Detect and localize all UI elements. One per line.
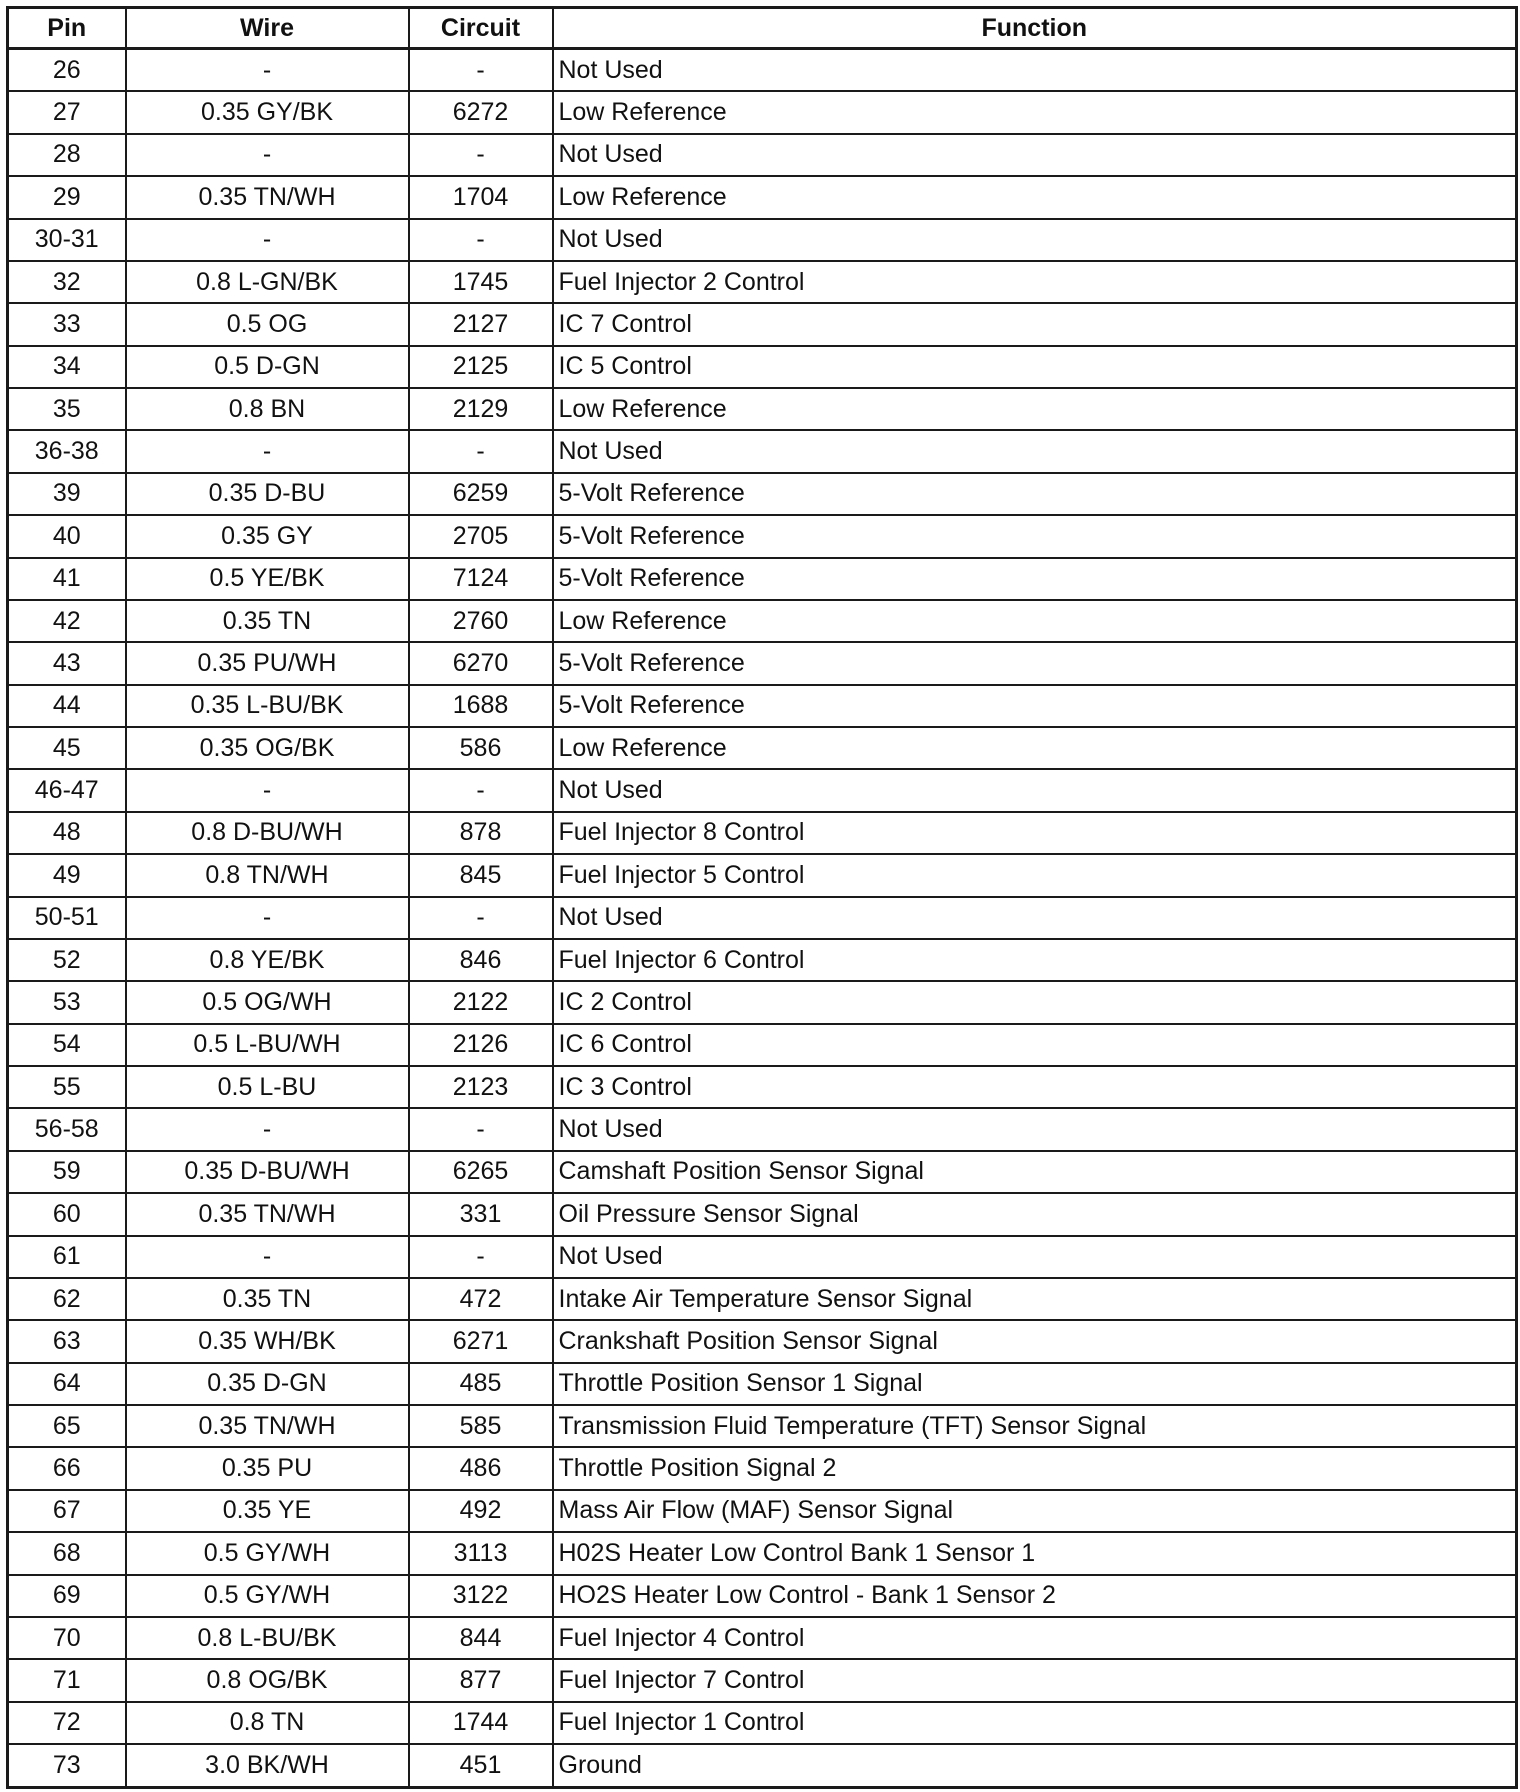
pin-cell: 66 xyxy=(8,1447,126,1489)
table-row xyxy=(8,812,1517,854)
function-cell: Camshaft Position Sensor Signal xyxy=(553,1151,1517,1193)
circuit-cell: 877 xyxy=(409,1659,553,1701)
function-cell: IC 3 Control xyxy=(553,1066,1517,1108)
circuit-cell: 585 xyxy=(409,1405,553,1447)
function-cell: Fuel Injector 2 Control xyxy=(553,261,1517,303)
wire-cell: - xyxy=(126,49,409,92)
circuit-cell: - xyxy=(409,1108,553,1150)
function-cell: 5-Volt Reference xyxy=(553,473,1517,515)
function-cell: Not Used xyxy=(553,134,1517,176)
wire-cell: 3.0 BK/WH xyxy=(126,1744,409,1787)
wire-cell: 0.35 YE xyxy=(126,1490,409,1532)
table-row xyxy=(8,1193,1517,1235)
function-cell: Mass Air Flow (MAF) Sensor Signal xyxy=(553,1490,1517,1532)
pin-cell: 48 xyxy=(8,812,126,854)
pin-cell: 29 xyxy=(8,176,126,218)
function-cell: Not Used xyxy=(553,219,1517,261)
table-row xyxy=(8,515,1517,557)
pin-cell: 46-47 xyxy=(8,769,126,811)
pin-cell: 39 xyxy=(8,473,126,515)
wire-cell: 0.5 D-GN xyxy=(126,346,409,388)
pin-cell: 52 xyxy=(8,939,126,981)
pin-cell: 65 xyxy=(8,1405,126,1447)
wire-cell: 0.35 GY xyxy=(126,515,409,557)
circuit-cell: 1704 xyxy=(409,176,553,218)
wire-cell: 0.35 L-BU/BK xyxy=(126,685,409,727)
circuit-cell: 3122 xyxy=(409,1575,553,1617)
function-cell: Throttle Position Sensor 1 Signal xyxy=(553,1363,1517,1405)
pin-cell: 32 xyxy=(8,261,126,303)
circuit-cell: 2122 xyxy=(409,981,553,1023)
table-body xyxy=(8,49,1517,1788)
header-wire: Wire xyxy=(126,8,409,49)
wire-cell: 0.5 YE/BK xyxy=(126,558,409,600)
circuit-cell: 492 xyxy=(409,1490,553,1532)
table-header xyxy=(8,8,1517,49)
pin-cell: 55 xyxy=(8,1066,126,1108)
function-cell: Not Used xyxy=(553,1108,1517,1150)
function-cell: Ground xyxy=(553,1744,1517,1787)
circuit-cell: - xyxy=(409,769,553,811)
circuit-cell: 331 xyxy=(409,1193,553,1235)
table-row xyxy=(8,1108,1517,1150)
wire-cell: 0.8 TN/WH xyxy=(126,854,409,896)
table-row xyxy=(8,134,1517,176)
table-row xyxy=(8,1320,1517,1362)
wire-cell: 0.35 PU/WH xyxy=(126,642,409,684)
pin-cell: 59 xyxy=(8,1151,126,1193)
pin-cell: 64 xyxy=(8,1363,126,1405)
function-cell: Oil Pressure Sensor Signal xyxy=(553,1193,1517,1235)
table-row xyxy=(8,176,1517,218)
wire-cell: 0.35 GY/BK xyxy=(126,91,409,133)
circuit-cell: 6272 xyxy=(409,91,553,133)
circuit-cell: 2127 xyxy=(409,303,553,345)
function-cell: IC 7 Control xyxy=(553,303,1517,345)
function-cell: Intake Air Temperature Sensor Signal xyxy=(553,1278,1517,1320)
function-cell: Low Reference xyxy=(553,727,1517,769)
table-row xyxy=(8,1659,1517,1701)
wire-cell: 0.35 TN xyxy=(126,1278,409,1320)
pin-cell: 35 xyxy=(8,388,126,430)
pin-cell: 62 xyxy=(8,1278,126,1320)
function-cell: Low Reference xyxy=(553,388,1517,430)
table-row xyxy=(8,1236,1517,1278)
wire-cell: 0.35 D-GN xyxy=(126,1363,409,1405)
circuit-cell: 844 xyxy=(409,1617,553,1659)
table-row xyxy=(8,49,1517,92)
wire-cell: 0.35 WH/BK xyxy=(126,1320,409,1362)
circuit-cell: 3113 xyxy=(409,1532,553,1574)
function-cell: HO2S Heater Low Control - Bank 1 Sensor 2 xyxy=(553,1575,1517,1617)
function-cell: Fuel Injector 6 Control xyxy=(553,939,1517,981)
circuit-cell: 586 xyxy=(409,727,553,769)
table-row xyxy=(8,430,1517,472)
pin-cell: 70 xyxy=(8,1617,126,1659)
function-cell: 5-Volt Reference xyxy=(553,685,1517,727)
wire-cell: 0.35 TN xyxy=(126,600,409,642)
circuit-cell: 472 xyxy=(409,1278,553,1320)
circuit-cell: 6265 xyxy=(409,1151,553,1193)
table-row xyxy=(8,1066,1517,1108)
wire-cell: 0.5 OG/WH xyxy=(126,981,409,1023)
function-cell: 5-Volt Reference xyxy=(553,515,1517,557)
circuit-cell: - xyxy=(409,219,553,261)
table-row xyxy=(8,473,1517,515)
wire-cell: 0.35 D-BU xyxy=(126,473,409,515)
pin-cell: 72 xyxy=(8,1702,126,1744)
function-cell: Not Used xyxy=(553,897,1517,939)
function-cell: Not Used xyxy=(553,769,1517,811)
table-row xyxy=(8,642,1517,684)
pin-cell: 56-58 xyxy=(8,1108,126,1150)
function-cell: 5-Volt Reference xyxy=(553,642,1517,684)
function-cell: Fuel Injector 5 Control xyxy=(553,854,1517,896)
table-row xyxy=(8,1024,1517,1066)
wire-cell: 0.8 L-GN/BK xyxy=(126,261,409,303)
table-row xyxy=(8,939,1517,981)
function-cell: Crankshaft Position Sensor Signal xyxy=(553,1320,1517,1362)
wire-cell: - xyxy=(126,134,409,176)
wire-cell: 0.8 L-BU/BK xyxy=(126,1617,409,1659)
pin-cell: 69 xyxy=(8,1575,126,1617)
table-row xyxy=(8,1617,1517,1659)
wire-cell: 0.5 GY/WH xyxy=(126,1575,409,1617)
circuit-cell: - xyxy=(409,1236,553,1278)
function-cell: H02S Heater Low Control Bank 1 Sensor 1 xyxy=(553,1532,1517,1574)
function-cell: Low Reference xyxy=(553,176,1517,218)
pin-cell: 27 xyxy=(8,91,126,133)
wire-cell: 0.8 D-BU/WH xyxy=(126,812,409,854)
pin-table xyxy=(6,6,1518,1789)
wire-cell: 0.8 BN xyxy=(126,388,409,430)
pin-cell: 33 xyxy=(8,303,126,345)
circuit-cell: 2126 xyxy=(409,1024,553,1066)
pin-cell: 54 xyxy=(8,1024,126,1066)
wire-cell: 0.35 OG/BK xyxy=(126,727,409,769)
table-row xyxy=(8,303,1517,345)
table-row xyxy=(8,91,1517,133)
wire-cell: 0.8 TN xyxy=(126,1702,409,1744)
table-row xyxy=(8,727,1517,769)
function-cell: Not Used xyxy=(553,430,1517,472)
circuit-cell: - xyxy=(409,49,553,92)
circuit-cell: 6259 xyxy=(409,473,553,515)
function-cell: Fuel Injector 1 Control xyxy=(553,1702,1517,1744)
pin-cell: 42 xyxy=(8,600,126,642)
wire-cell: - xyxy=(126,769,409,811)
circuit-cell: 2705 xyxy=(409,515,553,557)
pin-cell: 34 xyxy=(8,346,126,388)
pin-cell: 73 xyxy=(8,1744,126,1787)
table-row xyxy=(8,1532,1517,1574)
wire-cell: 0.8 OG/BK xyxy=(126,1659,409,1701)
table-row xyxy=(8,600,1517,642)
wire-cell: 0.35 TN/WH xyxy=(126,1193,409,1235)
pin-cell: 61 xyxy=(8,1236,126,1278)
circuit-cell: - xyxy=(409,430,553,472)
circuit-cell: 2125 xyxy=(409,346,553,388)
wire-cell: 0.5 L-BU xyxy=(126,1066,409,1108)
wire-cell: 0.35 PU xyxy=(126,1447,409,1489)
header-row xyxy=(8,8,1517,49)
circuit-cell: 1744 xyxy=(409,1702,553,1744)
wire-cell: 0.8 YE/BK xyxy=(126,939,409,981)
pin-cell: 41 xyxy=(8,558,126,600)
wire-cell: 0.35 TN/WH xyxy=(126,176,409,218)
table-row xyxy=(8,1405,1517,1447)
table-row xyxy=(8,1702,1517,1744)
pin-cell: 43 xyxy=(8,642,126,684)
circuit-cell: 7124 xyxy=(409,558,553,600)
function-cell: Fuel Injector 8 Control xyxy=(553,812,1517,854)
function-cell: Low Reference xyxy=(553,600,1517,642)
pin-cell: 26 xyxy=(8,49,126,92)
pin-cell: 71 xyxy=(8,1659,126,1701)
table-row xyxy=(8,1151,1517,1193)
wire-cell: 0.35 TN/WH xyxy=(126,1405,409,1447)
circuit-cell: 2123 xyxy=(409,1066,553,1108)
wire-cell: 0.35 D-BU/WH xyxy=(126,1151,409,1193)
table-row xyxy=(8,1278,1517,1320)
header-function: Function xyxy=(553,8,1517,49)
function-cell: Throttle Position Signal 2 xyxy=(553,1447,1517,1489)
table-row xyxy=(8,558,1517,600)
circuit-cell: 486 xyxy=(409,1447,553,1489)
header-pin: Pin xyxy=(8,8,126,49)
wire-cell: - xyxy=(126,1236,409,1278)
function-cell: 5-Volt Reference xyxy=(553,558,1517,600)
wire-cell: 0.5 L-BU/WH xyxy=(126,1024,409,1066)
circuit-cell: 485 xyxy=(409,1363,553,1405)
function-cell: Not Used xyxy=(553,49,1517,92)
wire-cell: - xyxy=(126,1108,409,1150)
function-cell: IC 5 Control xyxy=(553,346,1517,388)
wire-cell: - xyxy=(126,430,409,472)
circuit-cell: 2129 xyxy=(409,388,553,430)
pin-cell: 28 xyxy=(8,134,126,176)
table-row xyxy=(8,769,1517,811)
pin-cell: 68 xyxy=(8,1532,126,1574)
circuit-cell: 2760 xyxy=(409,600,553,642)
pin-cell: 30-31 xyxy=(8,219,126,261)
circuit-cell: 878 xyxy=(409,812,553,854)
pin-cell: 60 xyxy=(8,1193,126,1235)
function-cell: Fuel Injector 7 Control xyxy=(553,1659,1517,1701)
circuit-cell: 846 xyxy=(409,939,553,981)
table-row xyxy=(8,1363,1517,1405)
table-row xyxy=(8,897,1517,939)
pin-cell: 40 xyxy=(8,515,126,557)
circuit-cell: 6270 xyxy=(409,642,553,684)
function-cell: Not Used xyxy=(553,1236,1517,1278)
pin-cell: 45 xyxy=(8,727,126,769)
wire-cell: 0.5 OG xyxy=(126,303,409,345)
wire-cell: - xyxy=(126,219,409,261)
table-row xyxy=(8,388,1517,430)
pin-cell: 63 xyxy=(8,1320,126,1362)
circuit-cell: 451 xyxy=(409,1744,553,1787)
pin-cell: 49 xyxy=(8,854,126,896)
function-cell: Low Reference xyxy=(553,91,1517,133)
table-row xyxy=(8,219,1517,261)
function-cell: IC 2 Control xyxy=(553,981,1517,1023)
circuit-cell: 6271 xyxy=(409,1320,553,1362)
table-row xyxy=(8,346,1517,388)
wire-cell: - xyxy=(126,897,409,939)
pin-cell: 44 xyxy=(8,685,126,727)
table-row xyxy=(8,261,1517,303)
function-cell: Fuel Injector 4 Control xyxy=(553,1617,1517,1659)
table-row xyxy=(8,981,1517,1023)
pin-cell: 36-38 xyxy=(8,430,126,472)
function-cell: IC 6 Control xyxy=(553,1024,1517,1066)
table-row xyxy=(8,1490,1517,1532)
circuit-cell: 845 xyxy=(409,854,553,896)
pin-cell: 53 xyxy=(8,981,126,1023)
header-circuit: Circuit xyxy=(409,8,553,49)
circuit-cell: 1688 xyxy=(409,685,553,727)
wire-cell: 0.5 GY/WH xyxy=(126,1532,409,1574)
table-row xyxy=(8,1575,1517,1617)
circuit-cell: 1745 xyxy=(409,261,553,303)
circuit-cell: - xyxy=(409,897,553,939)
table-row xyxy=(8,1744,1517,1787)
pin-cell: 67 xyxy=(8,1490,126,1532)
pin-cell: 50-51 xyxy=(8,897,126,939)
function-cell: Transmission Fluid Temperature (TFT) Sensor Signal xyxy=(553,1405,1517,1447)
table-row xyxy=(8,1447,1517,1489)
table-row xyxy=(8,854,1517,896)
table-row xyxy=(8,685,1517,727)
circuit-cell: - xyxy=(409,134,553,176)
